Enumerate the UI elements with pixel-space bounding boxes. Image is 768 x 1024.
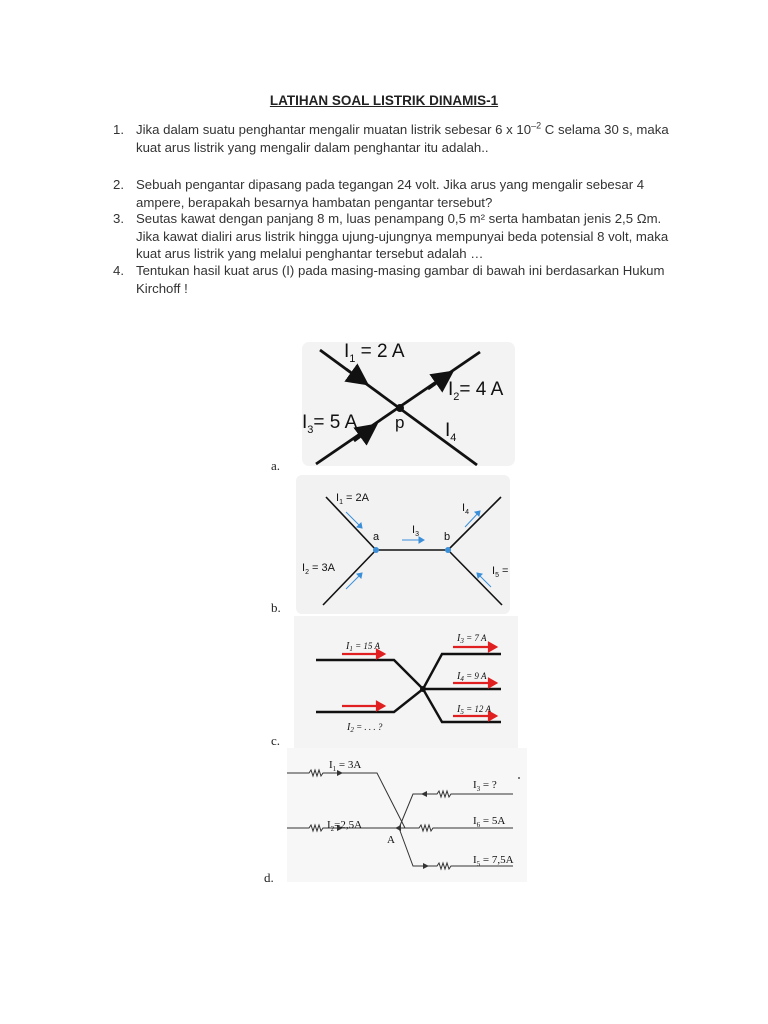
label-i6: $I_6 = 5A$ [473, 815, 506, 829]
question-number: 3. [113, 211, 124, 226]
question-text: Seutas kawat dengan panjang 8 m, luas penampang 0,5 m² serta hambatan jenis 2,5 Ωm. Jika kawat dialiri arus listrik hingga ujung-ujungnya mempunyai beda potensial 8 volt, maka kuat arus listrik yang melalui penghantar tersebut adalah … [136, 211, 669, 261]
question-1 [113, 121, 673, 156]
label-i5: $I_5 = 12$ A [457, 704, 492, 716]
label-i4: $I_4$ [445, 420, 457, 444]
label-node-p: p [395, 413, 405, 432]
node-b-dot [445, 547, 451, 553]
label-i1: $I_1 = 3A$ [329, 759, 362, 773]
question-number: 4. [113, 263, 124, 278]
question-3 [113, 210, 673, 263]
figure-a-label: a. [271, 458, 281, 473]
node-a-dot [373, 547, 379, 553]
question-number: 1. [113, 122, 124, 137]
figure-d [287, 748, 527, 882]
label-i1: $I_1 = 2A$ [336, 492, 369, 506]
label-i3: $I_3= 5$ A [302, 412, 358, 436]
figure-a [302, 342, 515, 466]
question-text: Sebuah pengantar dipasang pada tegangan 24 volt. Jika arus yang mengalir sebesar 4 ampere, berapakah besarnya hambatan pengantar tersebut? [136, 177, 645, 210]
question-text: Tentukan hasil kuat arus (I) pada masing-masing gambar di bawah ini berdasarkan Hukum Kirchoff ! [136, 263, 665, 296]
label-i2: $I_2 = 3A$ [302, 562, 335, 576]
label-i2: $I_2= 4$ A [448, 379, 504, 403]
figure-d-label: d. [264, 870, 274, 885]
figure-c [294, 616, 518, 748]
question-text [136, 121, 673, 156]
junction-dot [396, 404, 404, 412]
label-i4: $I_4 = 9$ A [457, 671, 487, 683]
label-i2: $I_2=2,5A$ [327, 819, 363, 833]
label-i5: $I_5 = 7,5A$ [473, 854, 514, 868]
question-number: 2. [113, 177, 124, 192]
question-2 [113, 176, 673, 211]
label-i1: $I_1 = 15$ A [346, 641, 381, 653]
exponent: –2 [531, 120, 542, 131]
question-text-part: Jika dalam suatu penghantar mengalir muatan listrik sebesar 6 x 10 [136, 122, 532, 137]
label-i2: $I_2$ = . . . ? [347, 722, 383, 734]
question-4 [113, 262, 673, 297]
figure-c-label: c. [271, 733, 281, 748]
label-node-a: a [373, 531, 380, 543]
figure-b [296, 475, 510, 614]
label-i3: $I_3$ = ? [473, 779, 497, 793]
label-i5: $I_5$ = [492, 565, 509, 579]
label-i3: $I_3 = 7$ A [457, 633, 487, 645]
label-node-b: b [444, 531, 451, 543]
question-text-part: C selama 30 s, maka kuat arus listrik yang mengalir dalam penghantar itu adalah.. [136, 122, 669, 155]
dot-mark [518, 777, 520, 779]
label-i1: $I_1 = 2$ A [344, 342, 405, 365]
label-i3: $I_3$ [412, 524, 419, 538]
label-node-a: A [387, 834, 395, 846]
junction-dot [420, 686, 426, 692]
figure-b-background [296, 475, 510, 614]
label-i4: $I_4$ [462, 502, 469, 516]
figure-b-label: b. [271, 600, 281, 615]
page-title: LATIHAN SOAL LISTRIK DINAMIS-1 [269, 93, 499, 108]
